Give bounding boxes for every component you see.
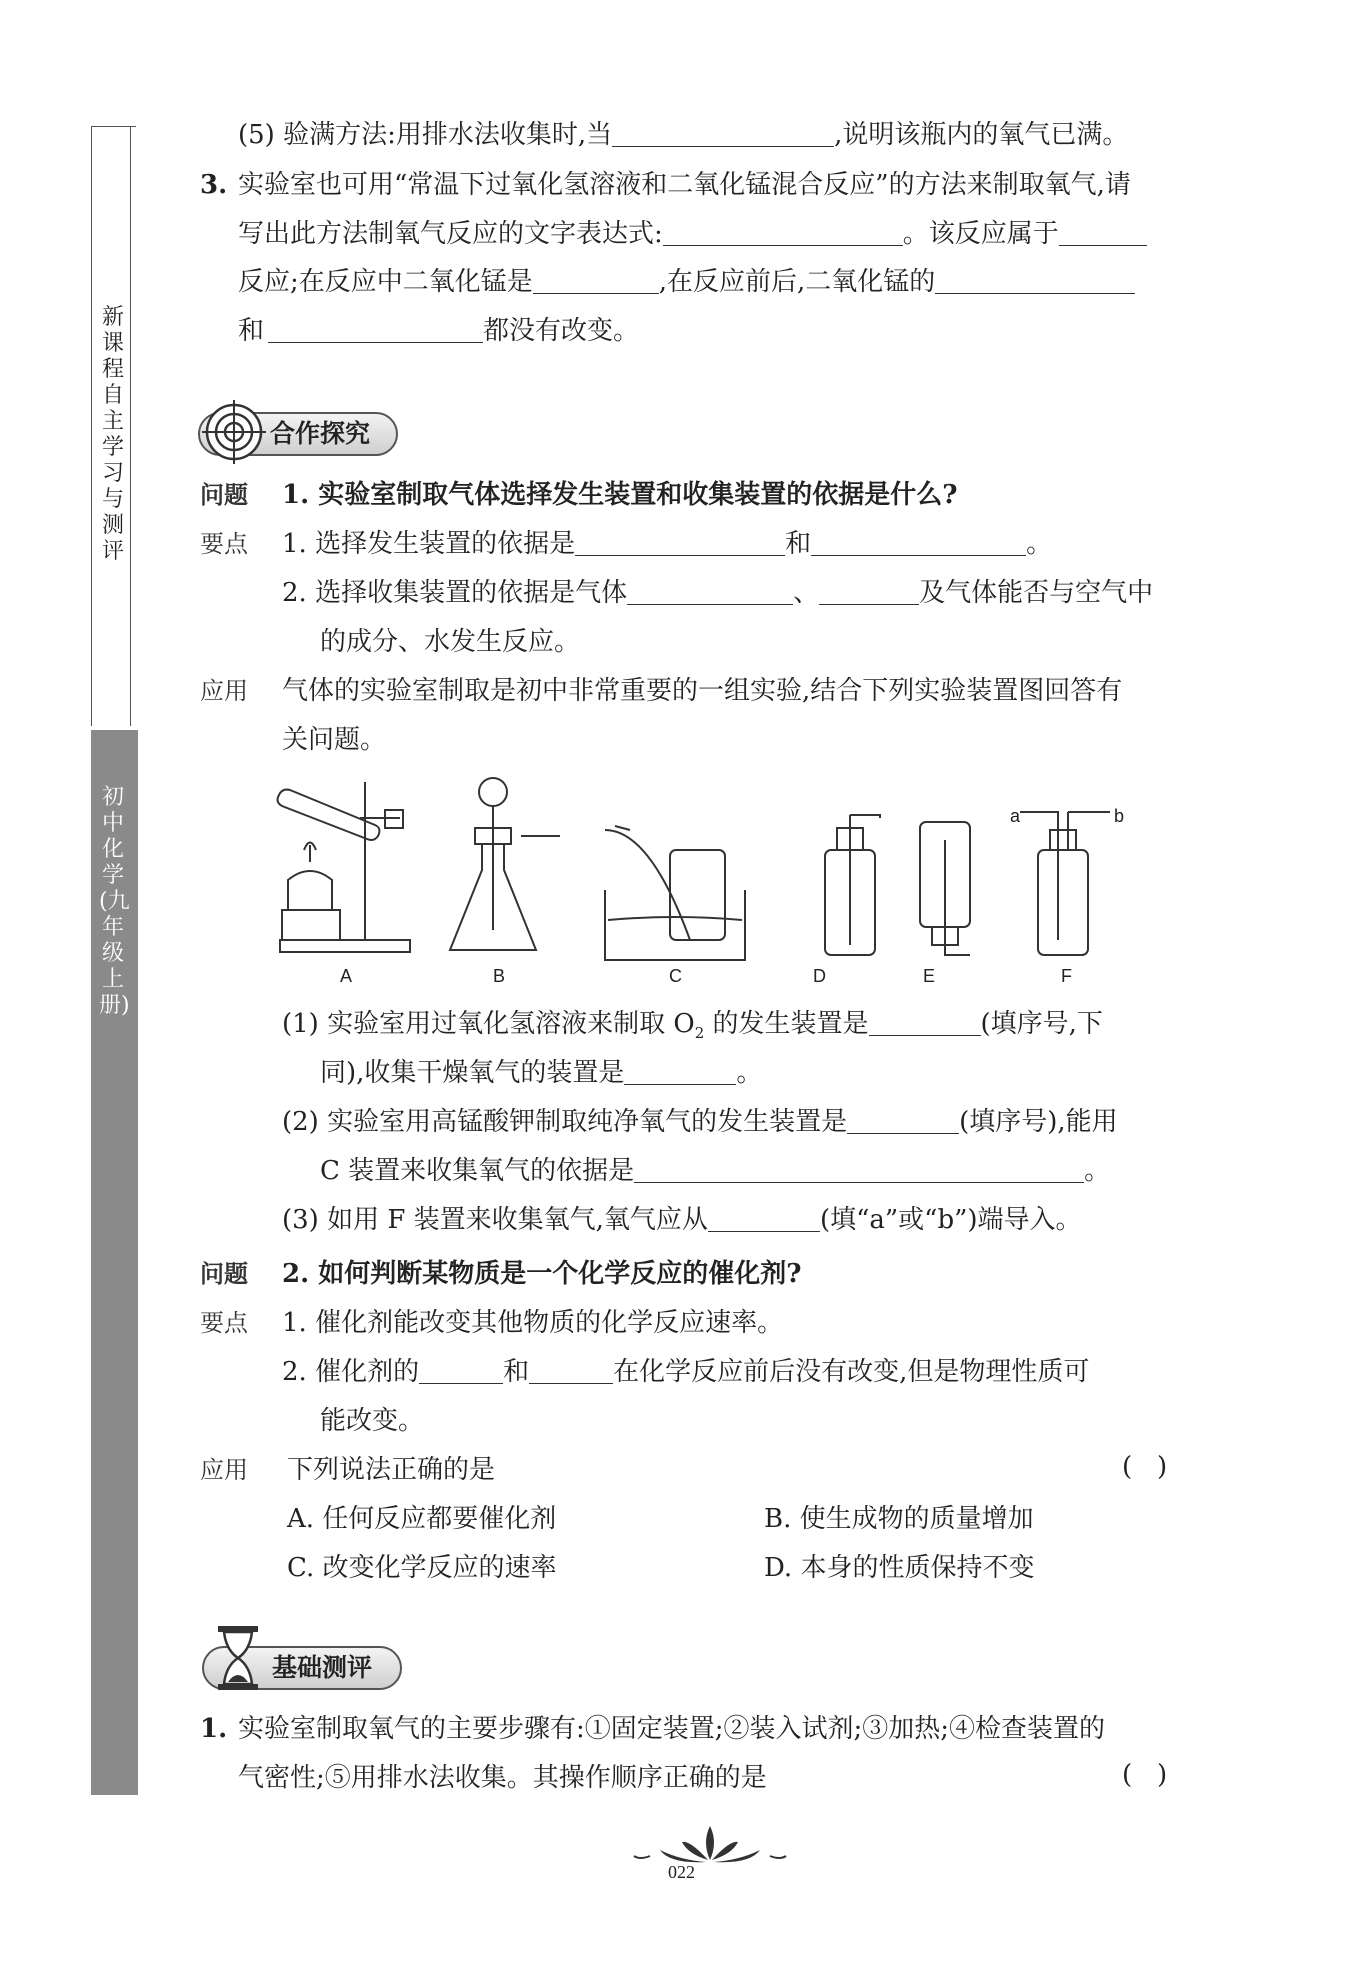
port-label-b: b (1114, 806, 1125, 826)
text: 和 (503, 1357, 530, 1387)
option-b[interactable]: B. 使生成物的质量增加 (764, 1504, 1034, 1534)
text: (3) 如用 F 装置来收集氧气,氧气应从 (282, 1205, 708, 1235)
text: 。该反应属于 (902, 219, 1059, 249)
tag-key-points: 要点 (200, 530, 248, 558)
section-title: 合作探究 (270, 419, 371, 448)
figure-label-c: C (669, 966, 682, 986)
text: 和 (238, 316, 265, 346)
section-title: 基础测评 (272, 1653, 373, 1682)
hourglass-icon (214, 1624, 262, 1692)
text: (填“a”或“b”)端导入。 (819, 1205, 1082, 1235)
question-2: 2. 如何判断某物质是一个化学反应的催化剂? (282, 1259, 802, 1289)
tag-key-points: 要点 (200, 1309, 248, 1337)
key-point-2 (282, 576, 1153, 610)
tag-application: 应用 (200, 1456, 248, 1484)
text: ,在反应前后,二氧化锰的 (658, 267, 936, 297)
sub-question-1-cont (320, 1056, 762, 1090)
text: 2. 催化剂的 (282, 1357, 420, 1387)
text: 。 (1084, 1156, 1111, 1186)
text: 。 (736, 1058, 763, 1088)
text: 及气体能否与空气中 (919, 578, 1154, 608)
sub-question-3 (282, 1203, 1082, 1237)
answer-blank[interactable] (1059, 219, 1147, 246)
figure-label-e: E (923, 966, 936, 986)
text: 同),收集干燥氧气的装置是 (320, 1058, 625, 1088)
key-point-1: 1. 催化剂能改变其他物质的化学反应速率。 (282, 1308, 784, 1338)
target-icon (202, 400, 266, 464)
q3-line-2 (238, 217, 1147, 251)
answer-blank[interactable] (268, 316, 483, 343)
tag-question: 问题 (200, 1259, 248, 1288)
text: (2) 实验室用高锰酸钾制取纯净氧气的发生装置是 (282, 1107, 848, 1137)
text: 都没有改变。 (483, 316, 640, 346)
answer-blank[interactable] (847, 1107, 959, 1134)
key-point-1 (282, 527, 1052, 561)
answer-blank[interactable] (708, 1205, 820, 1232)
line-5 (238, 118, 1128, 152)
text: (5) 验满方法:用排水法收集时,当 (238, 120, 613, 150)
text: 。 (1026, 529, 1053, 559)
answer-blank[interactable] (529, 1357, 613, 1384)
key-point-2-cont: 能改变。 (320, 1406, 425, 1436)
apparatus-a (278, 782, 410, 952)
sub-question-2 (282, 1105, 1118, 1139)
text: 写出此方法制氧气反应的文字表达式: (238, 219, 663, 249)
subscript: 2 (694, 1024, 705, 1043)
apparatus-figure (270, 770, 1120, 980)
option-a[interactable]: A. 任何反应都要催化剂 (287, 1504, 557, 1534)
answer-parentheses[interactable]: ( ) (1122, 1452, 1168, 1482)
key-point-2 (282, 1355, 1089, 1389)
apparatus-f (1020, 812, 1110, 955)
answer-blank[interactable] (663, 219, 903, 246)
answer-blank[interactable] (612, 120, 834, 147)
figure-label-a: A (340, 966, 353, 986)
answer-blank[interactable] (811, 529, 1026, 556)
answer-blank[interactable] (634, 1156, 1084, 1183)
answer-blank[interactable] (935, 267, 1135, 294)
figure-label-b: B (493, 966, 506, 986)
text: 的发生装置是 (704, 1009, 869, 1039)
option-d[interactable]: D. 本身的性质保持不变 (764, 1553, 1035, 1583)
answer-blank[interactable] (575, 529, 785, 556)
apparatus-d (825, 815, 880, 955)
text: C 装置来收集氧气的依据是 (320, 1156, 635, 1186)
answer-blank[interactable] (627, 578, 793, 605)
answer-parentheses[interactable]: ( ) (1122, 1760, 1168, 1790)
port-label-a: a (1010, 806, 1021, 826)
text: ,说明该瓶内的氧气已满。 (834, 120, 1129, 150)
option-c[interactable]: C. 改变化学反应的速率 (287, 1553, 557, 1583)
answer-blank[interactable] (624, 1058, 736, 1085)
question-1: 1. 实验室制取气体选择发生装置和收集装置的依据是什么? (282, 480, 958, 510)
apparatus-c (605, 826, 745, 960)
text: (1) 实验室用过氧化氢溶液来制取 O (282, 1009, 695, 1039)
sidebar-cap (91, 126, 136, 127)
q3-line-4 (238, 314, 639, 348)
application-question: 下列说法正确的是 (287, 1455, 496, 1485)
tag-question: 问题 (200, 480, 248, 509)
answer-blank[interactable] (419, 1357, 503, 1384)
sub-question-2-cont (320, 1154, 1110, 1188)
text: (填序号,下 (980, 1009, 1103, 1039)
answer-blank[interactable] (533, 267, 659, 294)
series-title: 新课程自主学习与测评 (101, 305, 124, 564)
text: 在化学反应前后没有改变,但是物理性质可 (613, 1357, 1090, 1387)
answer-blank[interactable] (819, 578, 919, 605)
key-point-2-cont: 的成分、水发生反应。 (320, 627, 581, 657)
q3-line-1: 实验室也可用“常温下过氧化氢溶液和二氧化锰混合反应”的方法来制取氧气,请 (238, 170, 1131, 200)
text: (填序号),能用 (959, 1107, 1118, 1137)
text: 、 (793, 578, 820, 608)
text: 2. 选择收集装置的依据是气体 (282, 578, 628, 608)
book-title: 初中化学(九年级上册) (99, 785, 130, 1018)
q3-number: 3. (200, 170, 228, 200)
q3-line-3 (238, 265, 1135, 299)
figure-label-f: F (1061, 966, 1072, 986)
test-number: 1. (200, 1714, 228, 1744)
apparatus-b (450, 778, 560, 950)
test-1-line-2: 气密性;⑤用排水法收集。其操作顺序正确的是 (238, 1763, 767, 1793)
text: 反应;在反应中二氧化锰是 (238, 267, 533, 297)
sub-question-1 (282, 1007, 1103, 1050)
page-number: 022 (668, 1862, 695, 1882)
leaf-ornament-icon (630, 1820, 790, 1870)
apparatus-e (920, 822, 970, 955)
application-line-2: 关问题。 (282, 725, 387, 755)
answer-blank[interactable] (869, 1009, 981, 1036)
test-1-line-1: 实验室制取氧气的主要步骤有:①固定装置;②装入试剂;③加热;④检查装置的 (238, 1714, 1106, 1744)
figure-label-d: D (813, 966, 826, 986)
application-line-1: 气体的实验室制取是初中非常重要的一组实验,结合下列实验装置图回答有 (282, 676, 1123, 706)
tag-application: 应用 (200, 677, 248, 705)
text: 1. 选择发生装置的依据是 (282, 529, 576, 559)
text: 和 (785, 529, 812, 559)
